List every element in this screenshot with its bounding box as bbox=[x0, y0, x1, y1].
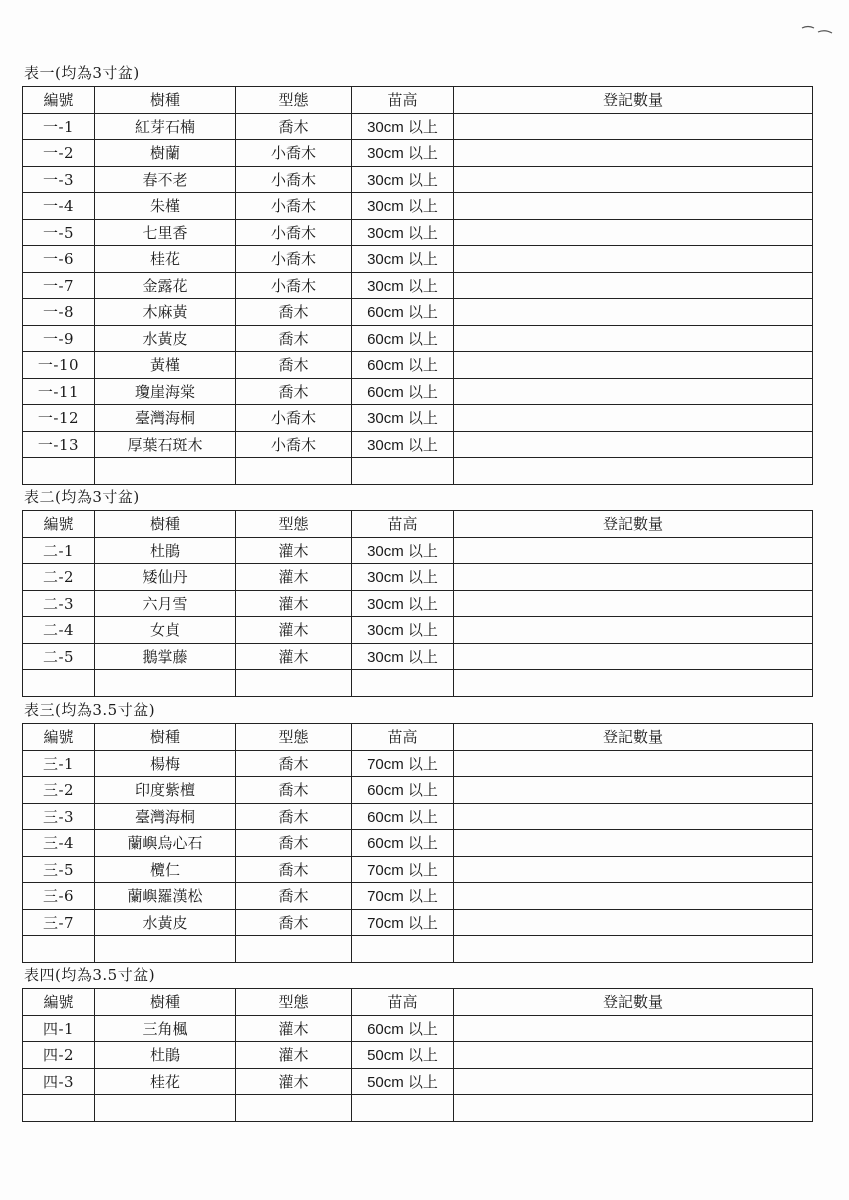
cell-height: 60cm 以上 bbox=[352, 803, 454, 830]
seedling-table bbox=[22, 723, 813, 963]
cell-species: 鵝掌藤 bbox=[95, 643, 236, 670]
cell-registered-quantity[interactable] bbox=[454, 803, 813, 830]
cell-height: 60cm 以上 bbox=[352, 352, 454, 379]
cell-height: 50cm 以上 bbox=[352, 1068, 454, 1095]
header-height: 苗高 bbox=[352, 724, 454, 751]
cell-number: 二-2 bbox=[23, 564, 95, 591]
cell-form bbox=[236, 1095, 352, 1122]
table-row bbox=[23, 564, 813, 591]
cell-number: 三-4 bbox=[23, 830, 95, 857]
cell-number: 一-5 bbox=[23, 219, 95, 246]
header-number: 編號 bbox=[23, 724, 95, 751]
table-row bbox=[23, 883, 813, 910]
cell-number: 四-2 bbox=[23, 1042, 95, 1069]
cell-species: 三角楓 bbox=[95, 1015, 236, 1042]
cell-species: 樹蘭 bbox=[95, 140, 236, 167]
cell-registered-quantity[interactable] bbox=[454, 1042, 813, 1069]
table-caption: 表三(均為3.5寸盆) bbox=[24, 701, 156, 719]
cell-species: 紅芽石楠 bbox=[95, 113, 236, 140]
cell-number: 三-3 bbox=[23, 803, 95, 830]
cell-registered-quantity[interactable] bbox=[454, 219, 813, 246]
cell-registered-quantity[interactable] bbox=[454, 431, 813, 458]
table-row bbox=[23, 909, 813, 936]
table-section-4 bbox=[22, 962, 812, 1122]
table-section-1 bbox=[22, 60, 812, 485]
table-row bbox=[23, 246, 813, 273]
table-row bbox=[23, 617, 813, 644]
cell-species: 臺灣海桐 bbox=[95, 405, 236, 432]
cell-species bbox=[95, 1095, 236, 1122]
cell-species: 厚葉石斑木 bbox=[95, 431, 236, 458]
header-species: 樹種 bbox=[95, 87, 236, 114]
cell-registered-quantity[interactable] bbox=[454, 299, 813, 326]
cell-number bbox=[23, 670, 95, 697]
table-row bbox=[23, 537, 813, 564]
table-caption: 表四(均為3.5寸盆) bbox=[24, 966, 156, 984]
cell-species: 水黃皮 bbox=[95, 325, 236, 352]
table-row bbox=[23, 325, 813, 352]
table-row bbox=[23, 856, 813, 883]
header-height: 苗高 bbox=[352, 989, 454, 1016]
header-form: 型態 bbox=[236, 989, 352, 1016]
header-form: 型態 bbox=[236, 511, 352, 538]
cell-registered-quantity[interactable] bbox=[454, 113, 813, 140]
cell-form: 小喬木 bbox=[236, 166, 352, 193]
cell-height bbox=[352, 458, 454, 485]
cell-form: 灌木 bbox=[236, 537, 352, 564]
cell-registered-quantity[interactable] bbox=[454, 272, 813, 299]
table-section-2 bbox=[22, 484, 812, 697]
table-header-row bbox=[23, 87, 813, 114]
table-row bbox=[23, 299, 813, 326]
cell-height: 60cm 以上 bbox=[352, 325, 454, 352]
cell-form: 小喬木 bbox=[236, 219, 352, 246]
cell-number: 一-3 bbox=[23, 166, 95, 193]
cell-species: 瓊崖海棠 bbox=[95, 378, 236, 405]
header-species: 樹種 bbox=[95, 724, 236, 751]
cell-registered-quantity[interactable] bbox=[454, 458, 813, 485]
header-form: 型態 bbox=[236, 87, 352, 114]
cell-form: 喬木 bbox=[236, 830, 352, 857]
cell-registered-quantity[interactable] bbox=[454, 830, 813, 857]
cell-number: 二-3 bbox=[23, 590, 95, 617]
cell-number: 一-7 bbox=[23, 272, 95, 299]
cell-height bbox=[352, 936, 454, 963]
cell-height: 30cm 以上 bbox=[352, 405, 454, 432]
cell-height: 30cm 以上 bbox=[352, 113, 454, 140]
cell-species: 杜鵑 bbox=[95, 537, 236, 564]
cell-species: 欖仁 bbox=[95, 856, 236, 883]
table-row bbox=[23, 803, 813, 830]
header-number: 編號 bbox=[23, 87, 95, 114]
cell-form: 喬木 bbox=[236, 325, 352, 352]
header-registered-quantity: 登記數量 bbox=[454, 724, 813, 751]
cell-number: 一-6 bbox=[23, 246, 95, 273]
cell-height: 70cm 以上 bbox=[352, 856, 454, 883]
cell-number: 一-11 bbox=[23, 378, 95, 405]
cell-species: 木麻黃 bbox=[95, 299, 236, 326]
cell-registered-quantity[interactable] bbox=[454, 405, 813, 432]
cell-registered-quantity[interactable] bbox=[454, 564, 813, 591]
cell-species: 七里香 bbox=[95, 219, 236, 246]
cell-form: 小喬木 bbox=[236, 272, 352, 299]
cell-species: 水黃皮 bbox=[95, 909, 236, 936]
table-caption: 表一(均為3寸盆) bbox=[24, 64, 140, 82]
cell-species bbox=[95, 936, 236, 963]
cell-form: 喬木 bbox=[236, 750, 352, 777]
cell-form: 喬木 bbox=[236, 777, 352, 804]
cell-height: 50cm 以上 bbox=[352, 1042, 454, 1069]
header-registered-quantity: 登記數量 bbox=[454, 989, 813, 1016]
cell-number: 二-1 bbox=[23, 537, 95, 564]
cell-height: 30cm 以上 bbox=[352, 590, 454, 617]
cell-number: 四-3 bbox=[23, 1068, 95, 1095]
cell-registered-quantity[interactable] bbox=[454, 777, 813, 804]
cell-registered-quantity[interactable] bbox=[454, 617, 813, 644]
cell-number: 二-4 bbox=[23, 617, 95, 644]
cell-height: 30cm 以上 bbox=[352, 431, 454, 458]
cell-species: 金露花 bbox=[95, 272, 236, 299]
cell-number bbox=[23, 1095, 95, 1122]
cell-registered-quantity[interactable] bbox=[454, 1068, 813, 1095]
table-header-row bbox=[23, 511, 813, 538]
seedling-table bbox=[22, 510, 813, 697]
cell-registered-quantity[interactable] bbox=[454, 166, 813, 193]
cell-height: 30cm 以上 bbox=[352, 537, 454, 564]
table-header-row bbox=[23, 724, 813, 751]
cell-form bbox=[236, 458, 352, 485]
cell-registered-quantity[interactable] bbox=[454, 246, 813, 273]
cell-height: 30cm 以上 bbox=[352, 272, 454, 299]
cell-form: 喬木 bbox=[236, 803, 352, 830]
cell-height: 60cm 以上 bbox=[352, 1015, 454, 1042]
cell-species: 杜鵑 bbox=[95, 1042, 236, 1069]
cell-registered-quantity[interactable] bbox=[454, 883, 813, 910]
cell-number: 一-8 bbox=[23, 299, 95, 326]
table-row bbox=[23, 936, 813, 963]
header-height: 苗高 bbox=[352, 511, 454, 538]
cell-height: 30cm 以上 bbox=[352, 166, 454, 193]
cell-species: 蘭嶼羅漢松 bbox=[95, 883, 236, 910]
cell-number: 一-2 bbox=[23, 140, 95, 167]
table-row bbox=[23, 405, 813, 432]
cell-form: 喬木 bbox=[236, 909, 352, 936]
cell-form: 灌木 bbox=[236, 643, 352, 670]
cell-form: 喬木 bbox=[236, 299, 352, 326]
cell-number: 三-1 bbox=[23, 750, 95, 777]
cell-number: 一-9 bbox=[23, 325, 95, 352]
cell-species: 女貞 bbox=[95, 617, 236, 644]
table-row bbox=[23, 777, 813, 804]
table-row bbox=[23, 830, 813, 857]
header-registered-quantity: 登記數量 bbox=[454, 511, 813, 538]
table-header-row bbox=[23, 989, 813, 1016]
table-row bbox=[23, 1095, 813, 1122]
cell-form: 喬木 bbox=[236, 378, 352, 405]
table-row bbox=[23, 1015, 813, 1042]
cell-height: 60cm 以上 bbox=[352, 777, 454, 804]
cell-height: 30cm 以上 bbox=[352, 219, 454, 246]
cell-height: 60cm 以上 bbox=[352, 830, 454, 857]
cell-species bbox=[95, 670, 236, 697]
cell-species: 印度紫檀 bbox=[95, 777, 236, 804]
cell-registered-quantity[interactable] bbox=[454, 1015, 813, 1042]
table-section-3 bbox=[22, 697, 812, 963]
cell-registered-quantity[interactable] bbox=[454, 909, 813, 936]
cell-height bbox=[352, 1095, 454, 1122]
cell-height: 30cm 以上 bbox=[352, 193, 454, 220]
header-form: 型態 bbox=[236, 724, 352, 751]
header-species: 樹種 bbox=[95, 989, 236, 1016]
cell-form: 灌木 bbox=[236, 1015, 352, 1042]
cell-registered-quantity[interactable] bbox=[454, 750, 813, 777]
cell-height: 30cm 以上 bbox=[352, 140, 454, 167]
header-number: 編號 bbox=[23, 989, 95, 1016]
cell-number: 二-5 bbox=[23, 643, 95, 670]
header-number: 編號 bbox=[23, 511, 95, 538]
table-row bbox=[23, 166, 813, 193]
cell-form: 喬木 bbox=[236, 883, 352, 910]
cell-registered-quantity[interactable] bbox=[454, 352, 813, 379]
cell-registered-quantity[interactable] bbox=[454, 590, 813, 617]
cell-species: 春不老 bbox=[95, 166, 236, 193]
header-registered-quantity: 登記數量 bbox=[454, 87, 813, 114]
table-row bbox=[23, 431, 813, 458]
cell-height: 70cm 以上 bbox=[352, 909, 454, 936]
table-row bbox=[23, 458, 813, 485]
cell-number bbox=[23, 458, 95, 485]
table-row bbox=[23, 378, 813, 405]
table-row bbox=[23, 590, 813, 617]
cell-number: 一-12 bbox=[23, 405, 95, 432]
cell-height: 30cm 以上 bbox=[352, 246, 454, 273]
cell-registered-quantity[interactable] bbox=[454, 1095, 813, 1122]
cell-registered-quantity[interactable] bbox=[454, 856, 813, 883]
cell-height: 30cm 以上 bbox=[352, 643, 454, 670]
seedling-table bbox=[22, 86, 813, 485]
cell-registered-quantity[interactable] bbox=[454, 193, 813, 220]
header-species: 樹種 bbox=[95, 511, 236, 538]
cell-registered-quantity[interactable] bbox=[454, 936, 813, 963]
cell-registered-quantity[interactable] bbox=[454, 537, 813, 564]
seedling-table bbox=[22, 988, 813, 1122]
cell-height: 70cm 以上 bbox=[352, 750, 454, 777]
table-row bbox=[23, 140, 813, 167]
cell-height: 60cm 以上 bbox=[352, 378, 454, 405]
cell-form: 灌木 bbox=[236, 564, 352, 591]
cell-height: 30cm 以上 bbox=[352, 564, 454, 591]
cell-form bbox=[236, 670, 352, 697]
cell-species: 桂花 bbox=[95, 246, 236, 273]
table-row bbox=[23, 1042, 813, 1069]
cell-height: 70cm 以上 bbox=[352, 883, 454, 910]
table-row bbox=[23, 219, 813, 246]
cell-number bbox=[23, 936, 95, 963]
table-row bbox=[23, 272, 813, 299]
table-row bbox=[23, 352, 813, 379]
table-row bbox=[23, 1068, 813, 1095]
cell-form bbox=[236, 936, 352, 963]
cell-species bbox=[95, 458, 236, 485]
cell-species: 桂花 bbox=[95, 1068, 236, 1095]
cell-species: 矮仙丹 bbox=[95, 564, 236, 591]
cell-registered-quantity[interactable] bbox=[454, 325, 813, 352]
cell-species: 黃槿 bbox=[95, 352, 236, 379]
cell-species: 楊梅 bbox=[95, 750, 236, 777]
cell-form: 喬木 bbox=[236, 352, 352, 379]
cell-form: 小喬木 bbox=[236, 431, 352, 458]
cell-species: 臺灣海桐 bbox=[95, 803, 236, 830]
cell-form: 小喬木 bbox=[236, 193, 352, 220]
cell-number: 一-4 bbox=[23, 193, 95, 220]
cell-species: 蘭嶼烏心石 bbox=[95, 830, 236, 857]
table-row bbox=[23, 193, 813, 220]
cell-form: 喬木 bbox=[236, 113, 352, 140]
cell-species: 朱槿 bbox=[95, 193, 236, 220]
table-row bbox=[23, 113, 813, 140]
cell-number: 三-5 bbox=[23, 856, 95, 883]
scan-mark-icon bbox=[800, 24, 834, 38]
cell-number: 三-2 bbox=[23, 777, 95, 804]
table-row bbox=[23, 750, 813, 777]
cell-number: 三-7 bbox=[23, 909, 95, 936]
cell-registered-quantity[interactable] bbox=[454, 378, 813, 405]
cell-number: 四-1 bbox=[23, 1015, 95, 1042]
cell-registered-quantity[interactable] bbox=[454, 670, 813, 697]
cell-form: 小喬木 bbox=[236, 246, 352, 273]
cell-form: 小喬木 bbox=[236, 140, 352, 167]
cell-registered-quantity[interactable] bbox=[454, 140, 813, 167]
header-height: 苗高 bbox=[352, 87, 454, 114]
cell-number: 一-1 bbox=[23, 113, 95, 140]
cell-form: 灌木 bbox=[236, 590, 352, 617]
cell-form: 灌木 bbox=[236, 1068, 352, 1095]
cell-number: 一-13 bbox=[23, 431, 95, 458]
cell-form: 灌木 bbox=[236, 1042, 352, 1069]
table-row bbox=[23, 670, 813, 697]
cell-form: 灌木 bbox=[236, 617, 352, 644]
cell-number: 一-10 bbox=[23, 352, 95, 379]
table-caption: 表二(均為3寸盆) bbox=[24, 488, 140, 506]
cell-species: 六月雪 bbox=[95, 590, 236, 617]
cell-form: 喬木 bbox=[236, 856, 352, 883]
cell-height: 60cm 以上 bbox=[352, 299, 454, 326]
cell-height bbox=[352, 670, 454, 697]
cell-form: 小喬木 bbox=[236, 405, 352, 432]
cell-registered-quantity[interactable] bbox=[454, 643, 813, 670]
cell-number: 三-6 bbox=[23, 883, 95, 910]
table-row bbox=[23, 643, 813, 670]
cell-height: 30cm 以上 bbox=[352, 617, 454, 644]
